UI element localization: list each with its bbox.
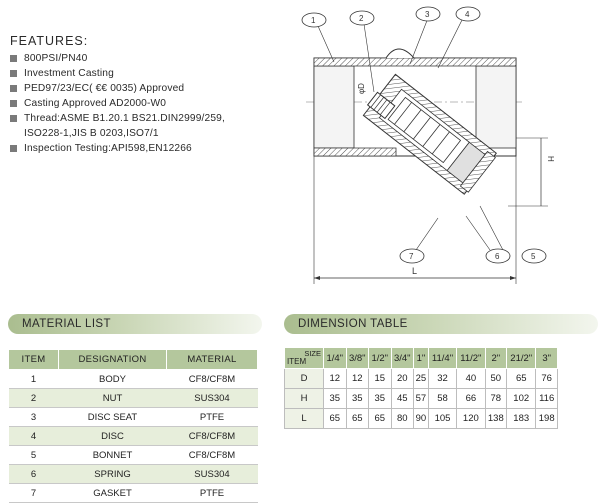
dimension-table [284,347,558,429]
feature-item: Investment Casting [10,66,280,81]
size-header: 2" [485,348,507,369]
feature-item: 800PSI/PN40 [10,51,280,66]
strainer-cross-section-drawing [286,6,598,296]
table-row: L 65 65 65 80 90 105 120 138 183 198 [285,409,558,429]
feature-item: Thread:ASME B1.20.1 BS21.DIN2999/259, [10,111,280,126]
features-list [10,51,280,156]
top-boss [386,49,414,58]
size-header: 21/2" [507,348,536,369]
left-port [314,66,354,148]
feature-item: Inspection Testing:API598,EN12266 [10,141,280,156]
square-bullet-icon [10,100,17,107]
callout-4 [456,7,480,21]
size-header: 3/8" [346,348,369,369]
body-wall-bottom [314,148,396,156]
svg-text:7: 7 [409,252,414,261]
material-list-header: MATERIAL LIST [8,314,262,334]
table-row: 5 BONNET CF8/CF8M [9,446,258,465]
features-title: FEATURES: [10,34,89,48]
size-header: 1/2" [369,348,392,369]
callout-6 [486,249,510,263]
dimension-h-label: H [546,156,555,162]
callout-3 [416,7,440,21]
size-header: 3/4" [391,348,414,369]
right-port [476,66,516,148]
square-bullet-icon [10,55,17,62]
square-bullet-icon [10,70,17,77]
size-header: 1" [414,348,429,369]
size-header: 1/4" [324,348,347,369]
corner-header: SIZE ITEM [285,348,324,369]
material-table [8,349,258,503]
svg-text:6: 6 [495,252,500,261]
callout-5 [522,249,546,263]
dimension-d-label: φD [357,83,366,94]
table-row: 7 GASKET PTFE [9,484,258,503]
callout-2 [350,11,374,25]
table-row: 4 DISC CF8/CF8M [9,427,258,446]
svg-text:2: 2 [359,14,364,23]
table-row: D 12 12 15 20 25 32 40 50 65 76 [285,369,558,389]
body-wall-top [314,58,516,66]
size-header: 11/4" [428,348,456,369]
feature-item: Casting Approved AD2000-W0 [10,96,280,111]
square-bullet-icon [10,85,17,92]
svg-text:5: 5 [531,252,536,261]
table-row: H 35 35 35 45 57 58 66 78 102 116 [285,389,558,409]
column-header-item: ITEM [9,350,59,370]
table-row: 6 SPRING SUS304 [9,465,258,484]
table-row: 2 NUT SUS304 [9,389,258,408]
feature-item: PED97/23/EC( €€ 0035) Approved [10,81,280,96]
features-section [10,34,280,156]
svg-text:1: 1 [311,16,316,25]
column-header-material: MATERIAL [167,350,258,370]
square-bullet-icon [10,115,17,122]
table-row: 3 DISC SEAT PTFE [9,408,258,427]
feature-item-continuation: ISO228-1,JIS B 0203,ISO7/1 [24,128,159,139]
size-header: 3" [536,348,558,369]
svg-text:4: 4 [465,10,470,19]
callout-7 [400,249,424,263]
column-header-designation: DESIGNATION [59,350,167,370]
dimension-table-header: DIMENSION TABLE [284,314,598,334]
table-row: 1 BODY CF8/CF8M [9,370,258,389]
callout-1 [302,13,326,27]
svg-text:3: 3 [425,10,430,19]
dimension-l-label: L [412,266,418,276]
square-bullet-icon [10,145,17,152]
size-header: 11/2" [457,348,485,369]
